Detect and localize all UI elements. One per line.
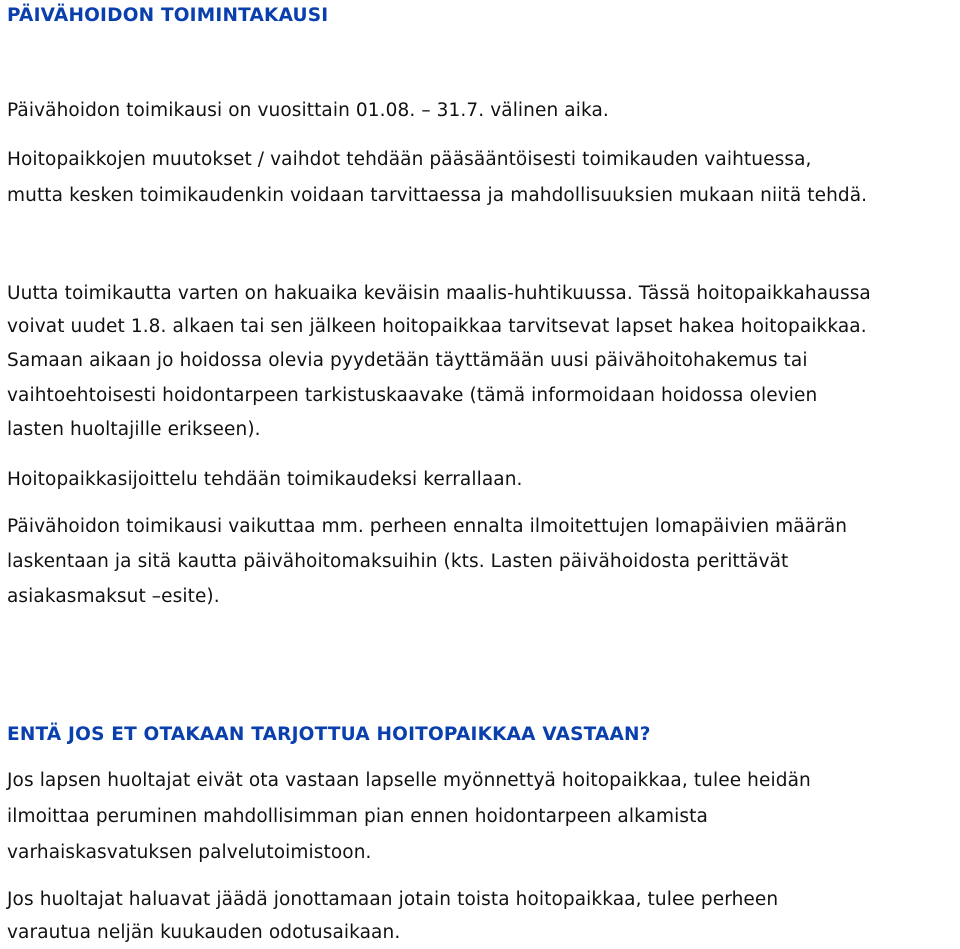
paragraph-line: lasten huoltajille erikseen). <box>7 419 261 440</box>
paragraph-line: Samaan aikaan jo hoidossa olevia pyydetään täyttämään uusi päivähoitohakemus tai <box>7 350 808 371</box>
paragraph-line: voivat uudet 1.8. alkaen tai sen jälkeen hoitopaikkaa tarvitsevat lapset hakea hoitopaikkaa. <box>7 316 867 337</box>
paragraph-line: asiakasmaksut –esite). <box>7 586 220 607</box>
paragraph-line: Jos huoltajat haluavat jäädä jonottamaan jotain toista hoitopaikkaa, tulee perheen <box>7 889 779 910</box>
paragraph-line: vaihtoehtoisesti hoidontarpeen tarkistuskaavake (tämä informoidaan hoidossa olevien <box>7 385 818 406</box>
paragraph-line: Hoitopaikkasijoittelu tehdään toimikaudeksi kerrallaan. <box>7 469 523 490</box>
page-title: PÄIVÄHOIDON TOIMINTAKAUSI <box>7 5 329 26</box>
paragraph-line: ilmoittaa peruminen mahdollisimman pian ennen hoidontarpeen alkamista <box>7 806 708 827</box>
paragraph-line: Päivähoidon toimikausi vaikuttaa mm. perheen ennalta ilmoitettujen lomapäivien määrän <box>7 516 848 537</box>
paragraph-line: Päivähoidon toimikausi on vuosittain 01.08. – 31.7. välinen aika. <box>7 100 609 121</box>
paragraph-line: Hoitopaikkojen muutokset / vaihdot tehdään pääsääntöisesti toimikauden vaihtuessa, <box>7 149 812 170</box>
paragraph-line: varhaiskasvatuksen palvelutoimistoon. <box>7 842 372 863</box>
paragraph-line: laskentaan ja sitä kautta päivähoitomaksuihin (kts. Lasten päivähoidosta perittävät <box>7 551 789 572</box>
section-heading: ENTÄ JOS ET OTAKAAN TARJOTTUA HOITOPAIKKAA VASTAAN? <box>7 724 651 745</box>
paragraph-line: varautua neljän kuukauden odotusaikaan. <box>7 922 401 943</box>
paragraph-line: Jos lapsen huoltajat eivät ota vastaan lapselle myönnettyä hoitopaikkaa, tulee heidän <box>7 770 811 791</box>
paragraph-line: Uutta toimikautta varten on hakuaika keväisin maalis-huhtikuussa. Tässä hoitopaikkahaussa <box>7 283 871 304</box>
paragraph-line: mutta kesken toimikaudenkin voidaan tarvittaessa ja mahdollisuuksien mukaan niitä tehdä. <box>7 185 868 206</box>
